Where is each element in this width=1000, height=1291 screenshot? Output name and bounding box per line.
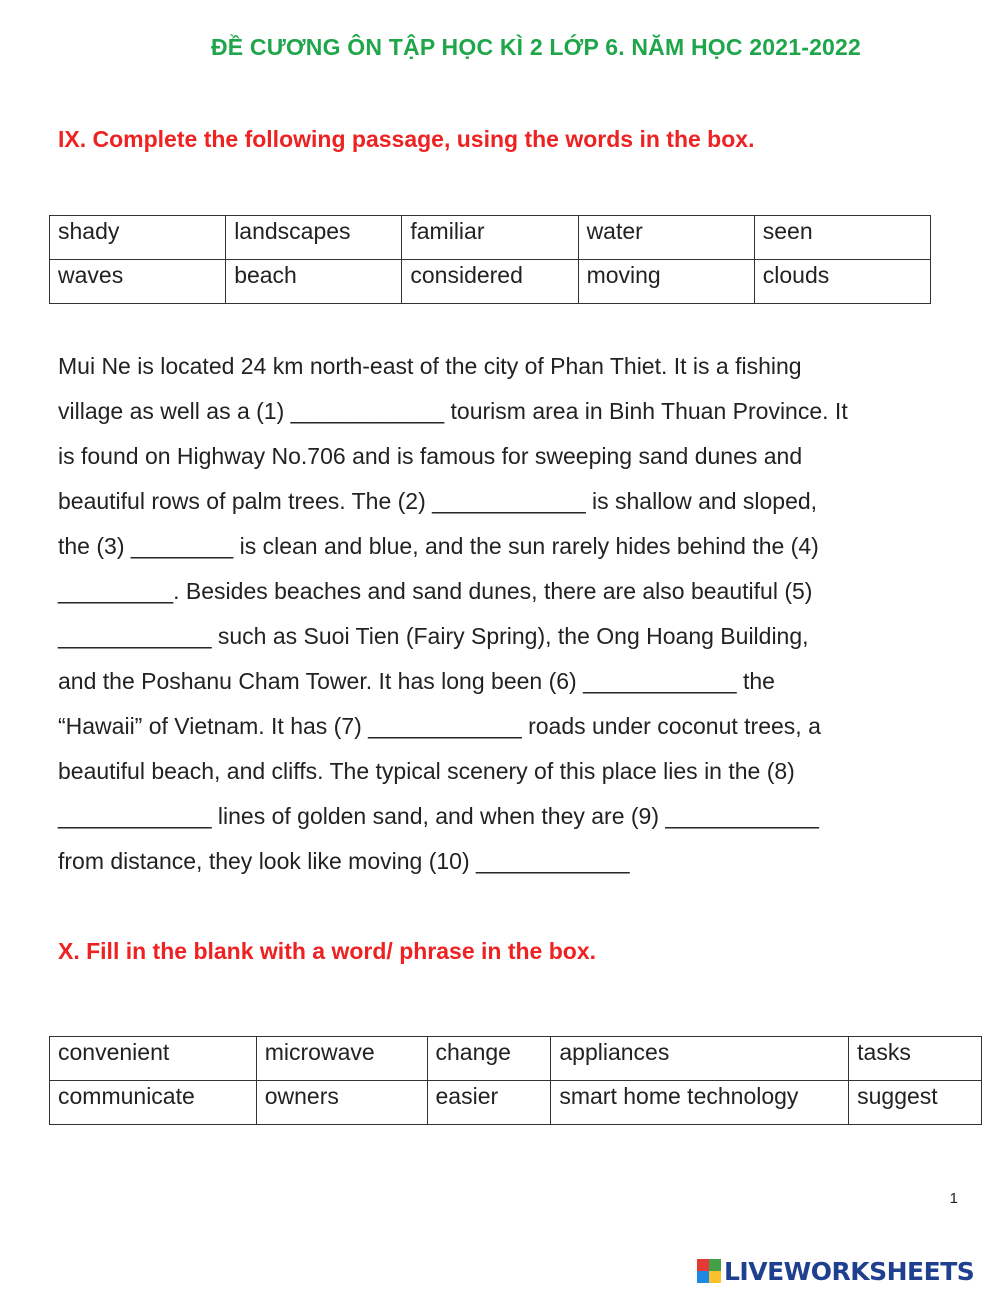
word-box-row: [50, 1037, 982, 1081]
passage-line: from distance, they look like moving (10) ____________: [58, 848, 630, 874]
section-x-heading: X. Fill in the blank with a word/ phrase in the box.: [58, 938, 597, 964]
logo-square: [709, 1271, 721, 1283]
word-cell: suggest: [849, 1081, 982, 1125]
passage-line: _________. Besides beaches and sand dunes, there are also beautiful (5): [58, 578, 813, 604]
word-cell: considered: [402, 260, 578, 304]
liveworksheets-logo-icon: [697, 1259, 721, 1283]
word-cell: change: [427, 1037, 551, 1081]
passage-line: village as well as a (1) ____________ tourism area in Binh Thuan Province. It: [58, 398, 848, 424]
passage-line: Mui Ne is located 24 km north-east of the city of Phan Thiet. It is a fishing: [58, 353, 802, 379]
passage-line: the (3) ________ is clean and blue, and the sun rarely hides behind the (4): [58, 533, 819, 559]
word-box-row: [50, 260, 931, 304]
word-cell: tasks: [849, 1037, 982, 1081]
logo-square: [697, 1259, 709, 1271]
word-cell: appliances: [551, 1037, 849, 1081]
passage-line: ____________ such as Suoi Tien (Fairy Spring), the Ong Hoang Building,: [58, 623, 809, 649]
word-cell: easier: [427, 1081, 551, 1125]
passage-line: beautiful beach, and cliffs. The typical scenery of this place lies in the (8): [58, 758, 795, 784]
word-cell: owners: [256, 1081, 427, 1125]
word-box-row: [50, 1081, 982, 1125]
word-box-x: [49, 1036, 982, 1125]
word-cell: moving: [578, 260, 754, 304]
page-number: 1: [949, 1190, 958, 1207]
reading-passage: [58, 344, 968, 884]
liveworksheets-brand: [697, 1254, 974, 1288]
word-cell: smart home technology: [551, 1081, 849, 1125]
word-box-ix: [49, 215, 931, 304]
word-cell: landscapes: [226, 216, 402, 260]
word-cell: clouds: [754, 260, 930, 304]
word-cell: shady: [50, 216, 226, 260]
word-box-row: [50, 216, 931, 260]
word-cell: microwave: [256, 1037, 427, 1081]
passage-line: ____________ lines of golden sand, and when they are (9) ____________: [58, 803, 819, 829]
word-cell: familiar: [402, 216, 578, 260]
section-ix-heading: IX. Complete the following passage, using the words in the box.: [58, 126, 755, 152]
passage-line: is found on Highway No.706 and is famous for sweeping sand dunes and: [58, 443, 803, 469]
word-cell: waves: [50, 260, 226, 304]
passage-line: beautiful rows of palm trees. The (2) ____________ is shallow and sloped,: [58, 488, 818, 514]
document-title: ĐỀ CƯƠNG ÔN TẬP HỌC KÌ 2 LỚP 6. NĂM HỌC 2021-2022: [210, 34, 862, 60]
word-cell: water: [578, 216, 754, 260]
passage-line: “Hawaii” of Vietnam. It has (7) ____________ roads under coconut trees, a: [58, 713, 821, 739]
logo-square: [697, 1271, 709, 1283]
word-cell: seen: [754, 216, 930, 260]
word-cell: convenient: [50, 1037, 257, 1081]
word-cell: communicate: [50, 1081, 257, 1125]
logo-square: [709, 1259, 721, 1271]
word-cell: beach: [226, 260, 402, 304]
passage-line: and the Poshanu Cham Tower. It has long been (6) ____________ the: [58, 668, 775, 694]
brand-name: LIVEWORKSHEETS: [724, 1256, 975, 1286]
